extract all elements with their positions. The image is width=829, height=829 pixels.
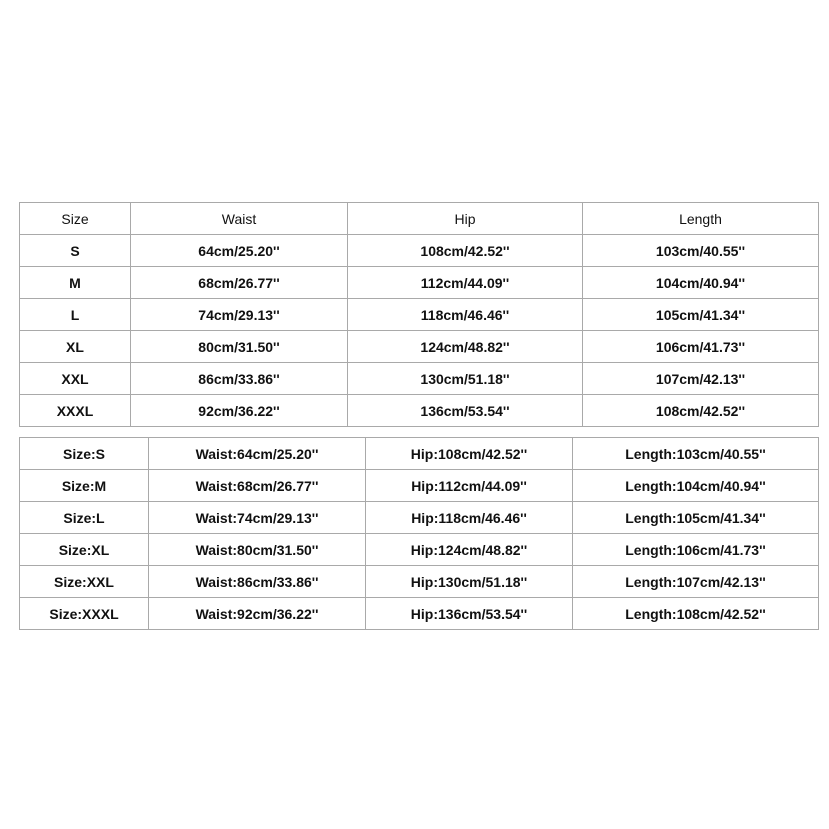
table-row (20, 363, 819, 395)
hip-cell: Hip:136cm/53.54'' (366, 598, 573, 630)
header-hip: Hip (348, 203, 583, 235)
size-cell: Size:L (20, 502, 149, 534)
size-cell: M (20, 267, 131, 299)
size-cell: Size:XL (20, 534, 149, 566)
length-cell: 106cm/41.73'' (583, 331, 819, 363)
waist-cell: Waist:74cm/29.13'' (149, 502, 366, 534)
length-cell: Length:108cm/42.52'' (573, 598, 819, 630)
table-row (20, 598, 819, 630)
size-cell: Size:S (20, 438, 149, 470)
hip-cell: 112cm/44.09'' (348, 267, 583, 299)
hip-cell: 136cm/53.54'' (348, 395, 583, 427)
size-cell: XXXL (20, 395, 131, 427)
table-row (20, 395, 819, 427)
table-row (20, 438, 819, 470)
hip-cell: 130cm/51.18'' (348, 363, 583, 395)
table-row (20, 235, 819, 267)
hip-cell: 118cm/46.46'' (348, 299, 583, 331)
size-cell: Size:M (20, 470, 149, 502)
length-cell: Length:103cm/40.55'' (573, 438, 819, 470)
table-row (20, 299, 819, 331)
waist-cell: Waist:86cm/33.86'' (149, 566, 366, 598)
table-row (20, 566, 819, 598)
hip-cell: 124cm/48.82'' (348, 331, 583, 363)
length-cell: Length:106cm/41.73'' (573, 534, 819, 566)
table-row (20, 502, 819, 534)
waist-cell: 64cm/25.20'' (131, 235, 348, 267)
waist-cell: 74cm/29.13'' (131, 299, 348, 331)
hip-cell: Hip:108cm/42.52'' (366, 438, 573, 470)
hip-cell: Hip:130cm/51.18'' (366, 566, 573, 598)
length-cell: 104cm/40.94'' (583, 267, 819, 299)
length-cell: 107cm/42.13'' (583, 363, 819, 395)
header-length: Length (583, 203, 819, 235)
length-cell: 108cm/42.52'' (583, 395, 819, 427)
size-cell: XL (20, 331, 131, 363)
table-row (20, 534, 819, 566)
size-cell: XXL (20, 363, 131, 395)
size-cell: L (20, 299, 131, 331)
hip-cell: Hip:124cm/48.82'' (366, 534, 573, 566)
table-header-row (20, 203, 819, 235)
header-size: Size (20, 203, 131, 235)
waist-cell: Waist:64cm/25.20'' (149, 438, 366, 470)
waist-cell: 86cm/33.86'' (131, 363, 348, 395)
size-cell: Size:XXL (20, 566, 149, 598)
table-row (20, 267, 819, 299)
hip-cell: 108cm/42.52'' (348, 235, 583, 267)
waist-cell: 68cm/26.77'' (131, 267, 348, 299)
length-cell: Length:107cm/42.13'' (573, 566, 819, 598)
waist-cell: Waist:92cm/36.22'' (149, 598, 366, 630)
waist-cell: Waist:80cm/31.50'' (149, 534, 366, 566)
header-waist: Waist (131, 203, 348, 235)
table-row (20, 331, 819, 363)
hip-cell: Hip:112cm/44.09'' (366, 470, 573, 502)
size-chart-table (19, 202, 819, 427)
length-cell: 105cm/41.34'' (583, 299, 819, 331)
length-cell: Length:105cm/41.34'' (573, 502, 819, 534)
size-cell: Size:XXXL (20, 598, 149, 630)
table-row (20, 470, 819, 502)
waist-cell: 80cm/31.50'' (131, 331, 348, 363)
length-cell: 103cm/40.55'' (583, 235, 819, 267)
length-cell: Length:104cm/40.94'' (573, 470, 819, 502)
size-detail-table (19, 437, 819, 630)
waist-cell: Waist:68cm/26.77'' (149, 470, 366, 502)
size-cell: S (20, 235, 131, 267)
waist-cell: 92cm/36.22'' (131, 395, 348, 427)
hip-cell: Hip:118cm/46.46'' (366, 502, 573, 534)
